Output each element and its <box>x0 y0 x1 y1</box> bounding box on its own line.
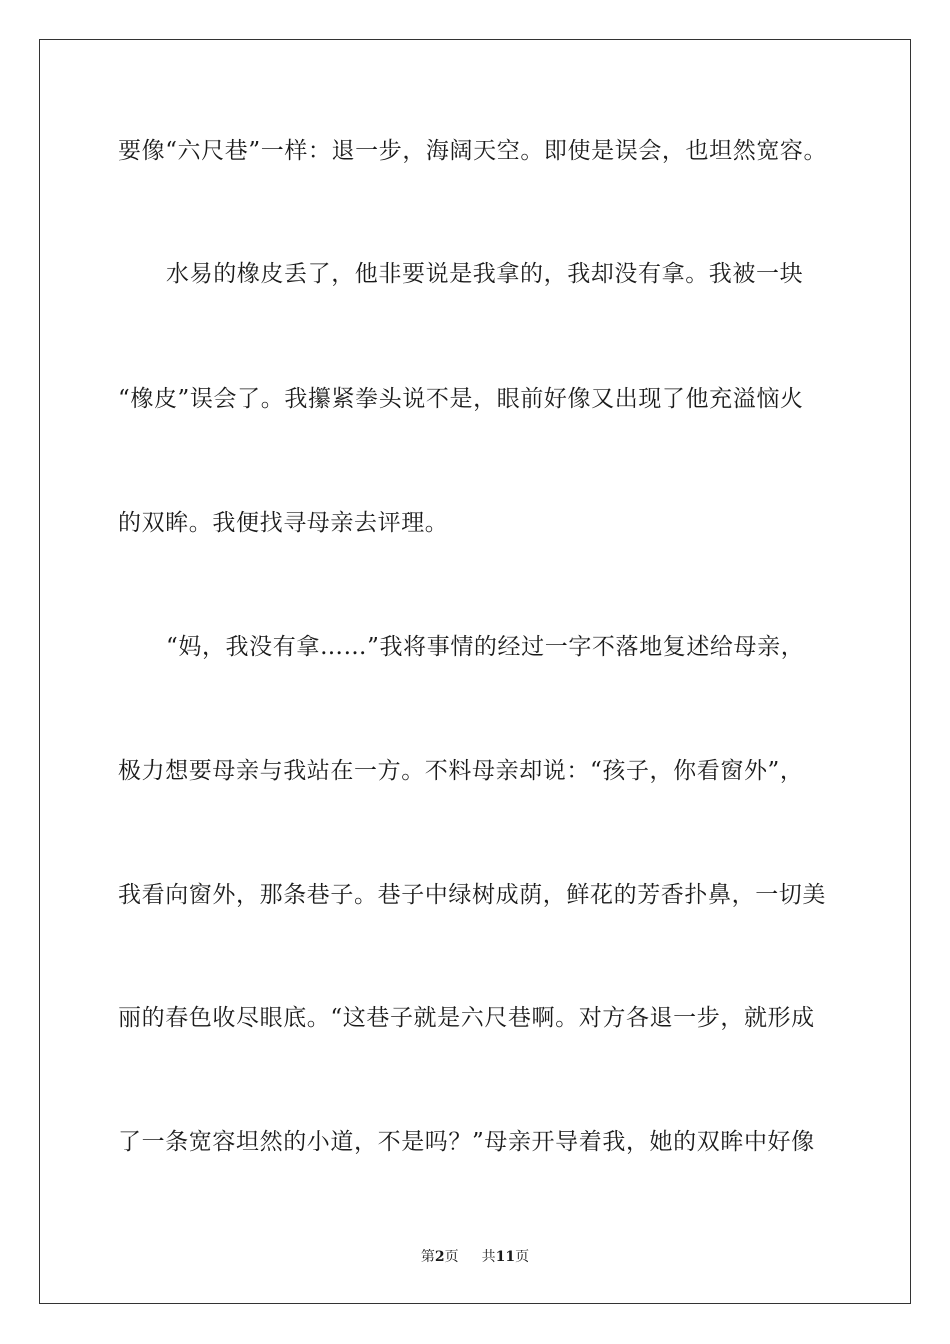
page-border <box>39 39 911 1304</box>
total-prefix: 共 <box>481 1249 496 1265</box>
total-pages-indicator <box>482 1248 529 1266</box>
page-indicator <box>421 1248 459 1266</box>
text-line-4: 的双眸。我便找寻母亲去评理。 <box>118 510 449 536</box>
text-line-3: “橡皮”误会了。我攥紧拳头说不是，眼前好像又出现了他充溢恼火 <box>118 386 804 412</box>
text-line-7: 我看向窗外，那条巷子。巷子中绿树成荫，鲜花的芳香扑鼻，一切美 <box>118 882 826 908</box>
page-footer <box>0 1248 950 1266</box>
text-line-1: 要像“六尺巷”一样：退一步，海阔天空。即使是误会，也坦然宽容。 <box>118 138 828 164</box>
page-suffix: 页 <box>444 1249 459 1265</box>
page-prefix: 第 <box>420 1249 435 1265</box>
page-number: 2 <box>434 1249 445 1265</box>
text-line-6: 极力想要母亲与我站在一方。不料母亲却说：“孩子，你看窗外”， <box>118 758 804 784</box>
total-suffix: 页 <box>515 1249 530 1265</box>
text-line-8: 丽的春色收尽眼底。“这巷子就是六尺巷啊。对方各退一步，就形成 <box>118 1005 815 1031</box>
text-line-9: 了一条宽容坦然的小道，不是吗？”母亲开导着我，她的双眸中好像 <box>118 1129 815 1155</box>
total-pages: 11 <box>495 1249 516 1265</box>
text-line-5: “妈，我没有拿……”我将事情的经过一字不落地复述给母亲， <box>166 634 805 660</box>
text-line-2: 水易的橡皮丢了，他非要说是我拿的，我却没有拿。我被一块 <box>166 261 804 287</box>
